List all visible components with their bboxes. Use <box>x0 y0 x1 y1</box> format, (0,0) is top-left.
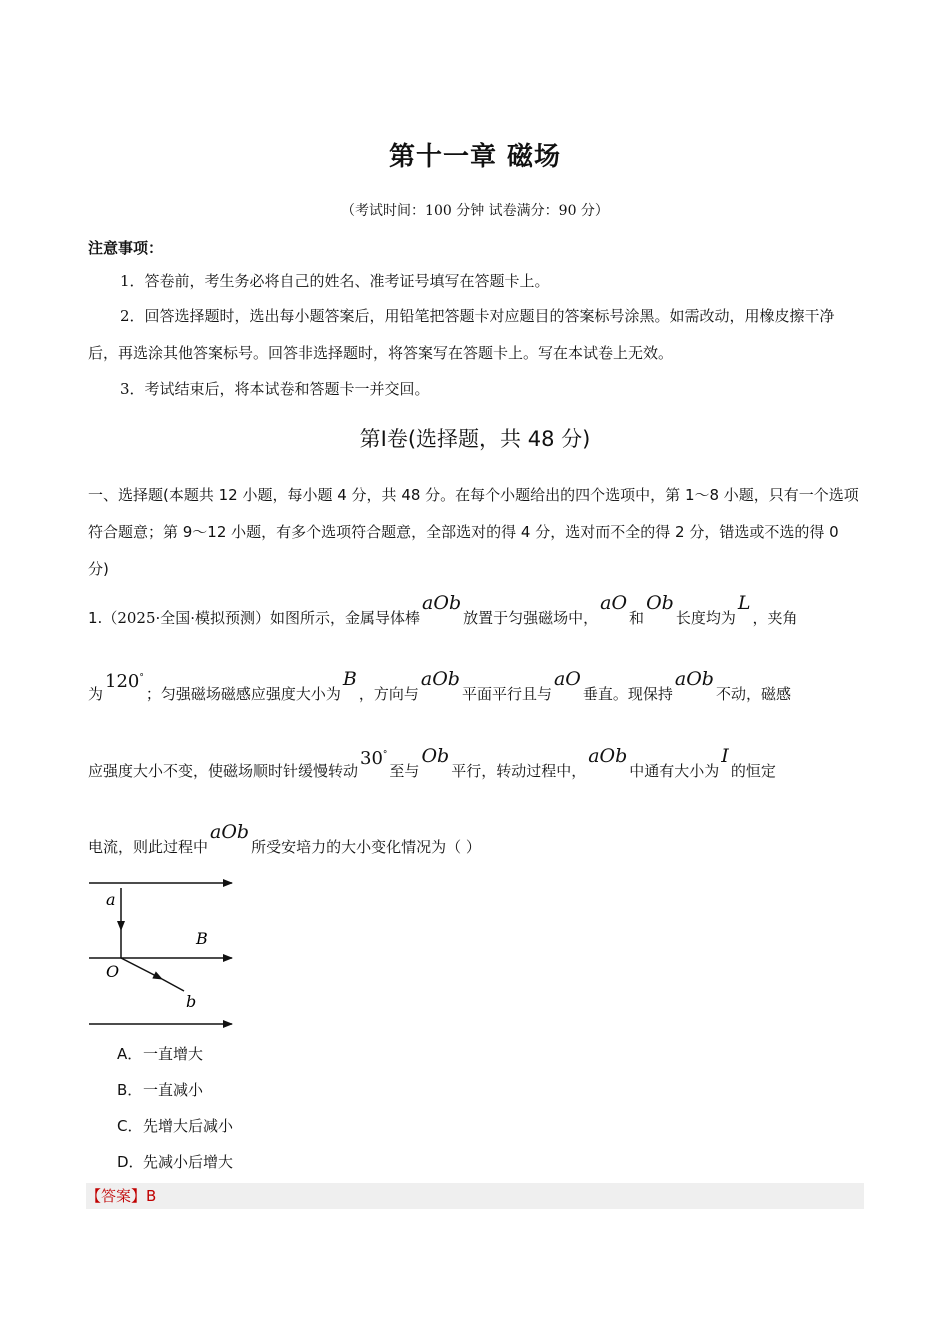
notice-heading: 注意事项： <box>88 239 164 257</box>
answer-bar <box>86 1183 864 1209</box>
answer-value: B <box>146 1187 157 1205</box>
question-1-line-2 <box>88 668 864 704</box>
question-text: 所受安培力的大小变化情况为（ ） <box>251 838 481 856</box>
option-label: D． <box>117 1153 144 1171</box>
notice-item-1: 1．答卷前，考生务必将自己的姓名、准考证号填写在答题卡上。 <box>120 272 550 290</box>
notice-item-2: 2．回答选择题时，选出每小题答案后，用铅笔把答题卡对应题目的答案标号涂黑。如需改动，用橡皮擦干净后，再选涂其他答案标号。回答非选择题时，将答案写在答题卡上。写在本试卷上无效。 <box>88 307 835 362</box>
question-source: （2025·全国·模拟预测） <box>102 609 271 627</box>
degree-sign: ° <box>382 750 388 760</box>
question-text: 不动，磁感 <box>715 685 791 703</box>
option-b[interactable] <box>117 1076 233 1112</box>
page-title: 第十一章 磁场 <box>388 142 562 172</box>
question-number: 1. <box>88 609 103 627</box>
option-label: C． <box>117 1117 143 1135</box>
question-text: ；匀强磁场磁感应强度大小为 <box>145 685 341 703</box>
option-text: 一直增大 <box>143 1045 204 1063</box>
answer-options <box>117 1040 233 1184</box>
label-b: b <box>186 992 197 1011</box>
math-aO: aO <box>600 592 628 614</box>
notice-item-3: 3．考试结束后，将本试卷和答题卡一并交回。 <box>120 380 430 398</box>
label-B: B <box>196 929 208 948</box>
angle-value: 30 <box>360 748 383 769</box>
question-1-line-4 <box>88 821 864 857</box>
question-text: 平行，转动过程中， <box>451 762 587 780</box>
option-text: 先减小后增大 <box>143 1153 234 1171</box>
question-text: 和 <box>629 609 645 627</box>
question-text: 放置于匀强磁场中， <box>463 609 599 627</box>
question-text: 的恒定 <box>730 762 776 780</box>
option-d[interactable] <box>117 1148 233 1184</box>
question-text: 应强度大小不变，使磁场顺时针缓慢转动 <box>88 762 359 780</box>
answer-tag: 【答案】 <box>86 1187 147 1205</box>
math-aO: aO <box>553 668 581 690</box>
math-120-degrees <box>105 671 144 692</box>
section-intro: 一、选择题(本题共 12 小题，每小题 4 分，共 48 分。在每个小题给出的四个选项中，第 1～8 小题，只有一个选项符合题意；第 9～12 小题，有多个选项符合题意，全部选对的得 4 分，选对而不全的得 2 分，错选或不选的得 0 分) <box>88 486 859 578</box>
rod-segment-Ob <box>121 958 162 979</box>
math-L: L <box>737 592 751 614</box>
question-text: 为 <box>88 685 104 703</box>
volume-title: 第Ⅰ卷(选择题，共 48 分) <box>359 427 591 451</box>
question-text: 平面平行且与 <box>461 685 552 703</box>
option-c[interactable] <box>117 1112 233 1148</box>
label-a: a <box>106 890 116 909</box>
math-I: I <box>721 745 729 767</box>
option-label: A． <box>117 1045 143 1063</box>
degree-sign: ° <box>139 673 144 683</box>
option-a[interactable] <box>117 1040 233 1076</box>
question-text: 电流，则此过程中 <box>88 838 209 856</box>
math-aOb: aOb <box>420 668 460 690</box>
math-Ob: Ob <box>646 592 674 614</box>
math-aOb: aOb <box>422 592 462 614</box>
option-text: 一直减小 <box>143 1081 204 1099</box>
question-1-line-3 <box>88 745 864 781</box>
question-text: 至与 <box>389 762 420 780</box>
question-text: 长度均为 <box>675 609 736 627</box>
option-text: 先增大后减小 <box>143 1117 234 1135</box>
option-label: B． <box>117 1081 143 1099</box>
question-text: ，方向与 <box>358 685 419 703</box>
question-1-line-1 <box>88 592 864 628</box>
math-Ob: Ob <box>421 745 450 767</box>
math-B: B <box>342 668 357 690</box>
math-aOb: aOb <box>674 668 714 690</box>
rod-segment-Ob-end <box>162 979 184 991</box>
math-aOb: aOb <box>210 821 250 843</box>
question-text: 如图所示，金属导体棒 <box>270 609 421 627</box>
exam-info: （考试时间：100 分钟 试卷满分：90 分） <box>341 203 609 219</box>
math-aOb: aOb <box>588 745 628 767</box>
math-30-degrees <box>360 748 387 769</box>
question-text: ，夹角 <box>752 609 798 627</box>
angle-value: 120 <box>105 671 140 692</box>
magnetic-field-figure <box>86 870 246 1040</box>
question-text: 垂直。现保持 <box>582 685 673 703</box>
question-text: 中通有大小为 <box>629 762 720 780</box>
label-O: O <box>106 962 120 981</box>
